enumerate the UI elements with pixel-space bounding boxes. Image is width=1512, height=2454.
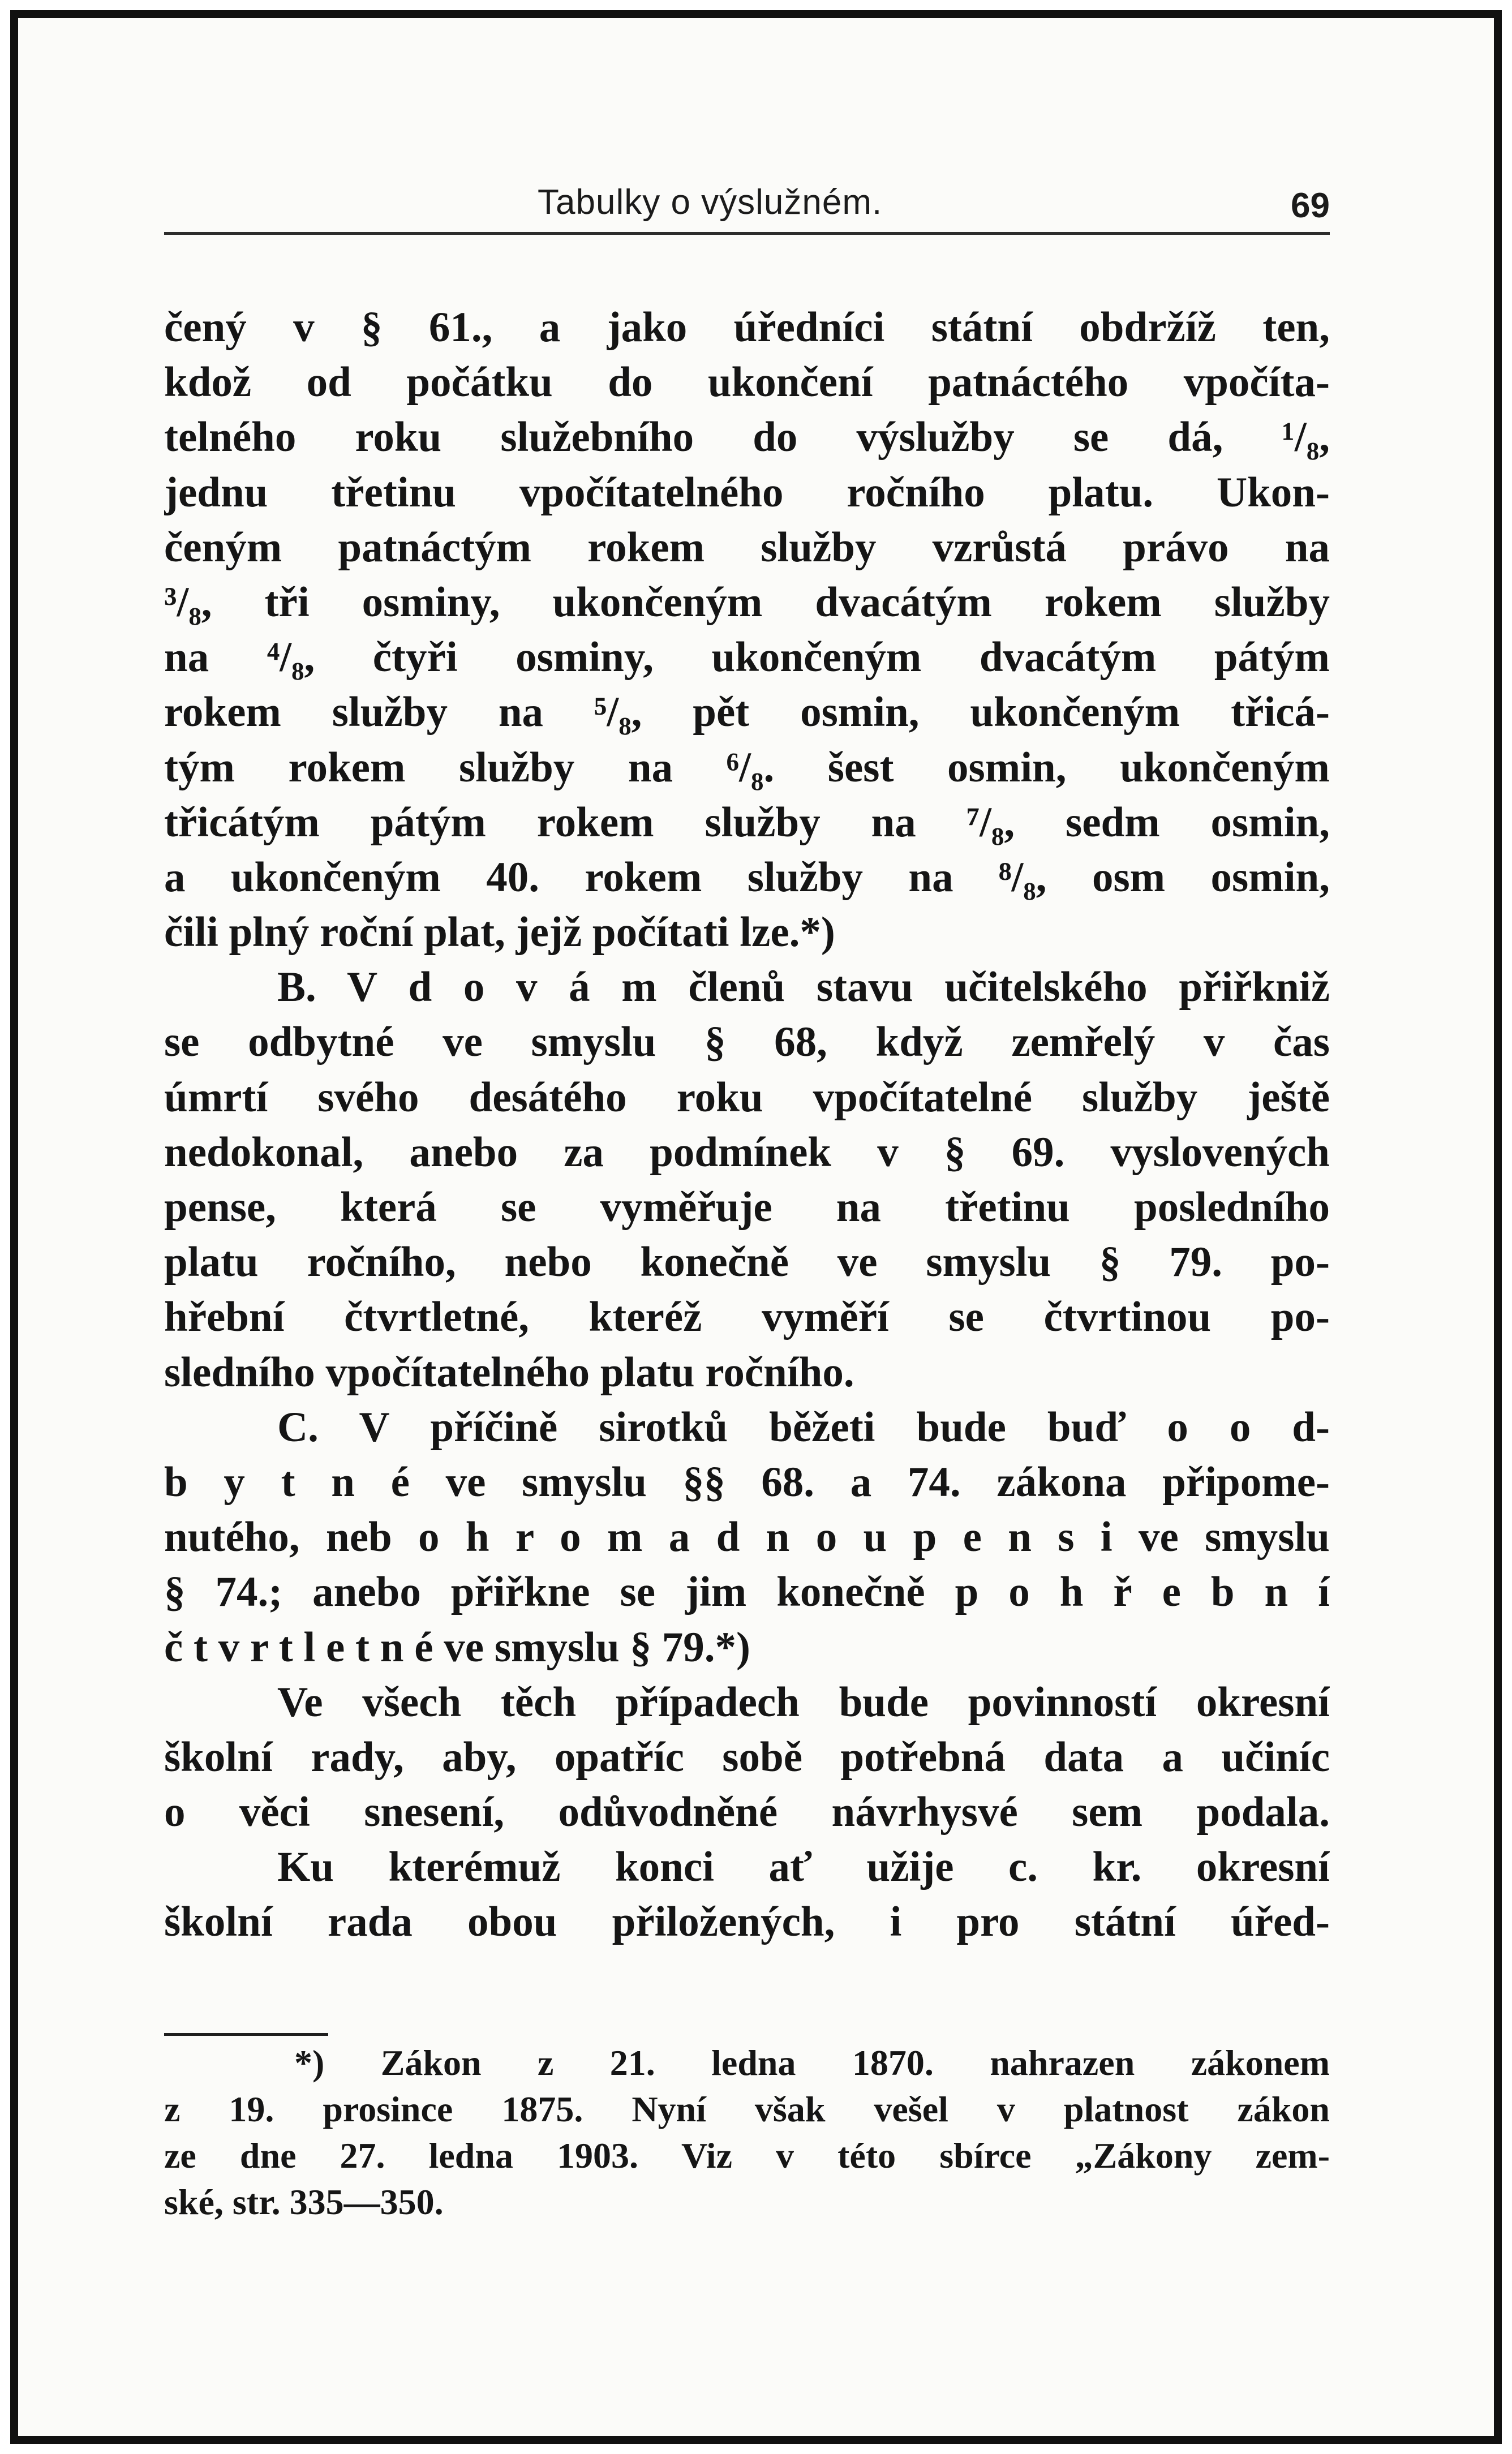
text-line: Ku kterémuž konci ať užije c. kr. okresní bbox=[277, 1843, 1330, 1891]
text-line: čili plný roční plat, jejž počítati lze.*) bbox=[164, 909, 835, 956]
text-line: nedokonal, anebo za podmínek v § 69. vyslovených bbox=[164, 1128, 1330, 1176]
text-line: školní rady, aby, opatříc sobě potřebná data a učiníc bbox=[164, 1733, 1330, 1781]
footnote-line: *) Zákon z 21. ledna 1870. nahrazen zákonem bbox=[294, 2043, 1330, 2083]
running-title: Tabulky o výslužném. bbox=[538, 183, 883, 222]
text-line: B. V d o v á m členů stavu učitelského přiřkniž bbox=[277, 964, 1330, 1011]
running-head bbox=[164, 175, 1330, 238]
text-line: jednu třetinu vpočítatelného ročního platu. Ukon- bbox=[164, 469, 1330, 516]
text-line: pense, která se vyměřuje na třetinu posledního bbox=[164, 1184, 1330, 1231]
footnote-line: ské, str. 335—350. bbox=[164, 2182, 444, 2222]
text-line: ³/₈, tři osminy, ukončeným dvacátým rokem služby bbox=[164, 578, 1330, 626]
text-line: nutého, neb o h r o m a d n o u p e n s i ve smyslu bbox=[164, 1514, 1330, 1561]
footnote-rule bbox=[164, 2033, 328, 2036]
header-rule bbox=[164, 232, 1330, 235]
text-line: na ⁴/₈, čtyři osminy, ukončeným dvacátým pátým bbox=[164, 634, 1330, 681]
page-number: 69 bbox=[1291, 186, 1330, 225]
text-line: tým rokem služby na ⁶/₈. šest osmin, ukončeným bbox=[164, 743, 1330, 791]
text-line: úmrtí svého desátého roku vpočítatelné služby ještě bbox=[164, 1073, 1330, 1121]
text-line: rokem služby na ⁵/₈, pět osmin, ukončeným třicá- bbox=[164, 689, 1330, 736]
text-line: se odbytné ve smyslu § 68, když zemřelý v čas bbox=[164, 1018, 1330, 1066]
text-line: čeným patnáctým rokem služby vzrůstá právo na bbox=[164, 523, 1330, 571]
text-line: Ve všech těch případech bude povinností okresní bbox=[277, 1678, 1330, 1726]
text-line: a ukončeným 40. rokem služby na ⁸/₈, osm osmin, bbox=[164, 853, 1330, 901]
footnote-line: ze dne 27. ledna 1903. Viz v této sbírce „Zákony zem- bbox=[164, 2135, 1330, 2176]
text-line: platu ročního, nebo konečně ve smyslu § 79. po- bbox=[164, 1239, 1330, 1286]
text-line: b y t n é ve smyslu §§ 68. a 74. zákona připome- bbox=[164, 1458, 1330, 1506]
footnote-line: z 19. prosince 1875. Nyní však vešel v platnost zákon bbox=[164, 2089, 1330, 2129]
text-line: C. V příčině sirotků běžeti bude buď o o d- bbox=[277, 1403, 1330, 1451]
text-line: § 74.; anebo přiřkne se jim konečně p o h ř e b n í bbox=[164, 1568, 1330, 1616]
text-line: čený v § 61., a jako úředníci státní obdržíž ten, bbox=[164, 304, 1330, 351]
footnotes bbox=[164, 2040, 1330, 2225]
text-line: třicátým pátým rokem služby na ⁷/₈, sedm osmin, bbox=[164, 798, 1330, 846]
text-line: telného roku služebního do výslužby se dá, ¹/₈, bbox=[164, 414, 1330, 461]
text-line: č t v r t l e t n é ve smyslu § 79.*) bbox=[164, 1623, 750, 1671]
text-line: kdož od počátku do ukončení patnáctého vpočíta- bbox=[164, 359, 1330, 406]
text-line: hřební čtvrtletné, kteréž vyměří se čtvrtinou po- bbox=[164, 1293, 1330, 1341]
text-line: školní rada obou přiložených, i pro státní úřed- bbox=[164, 1898, 1330, 1946]
text-line: o věci snesení, odůvodněné návrhysvé sem podala. bbox=[164, 1789, 1330, 1836]
body-text bbox=[164, 300, 1330, 1950]
text-line: sledního vpočítatelného platu ročního. bbox=[164, 1348, 854, 1396]
